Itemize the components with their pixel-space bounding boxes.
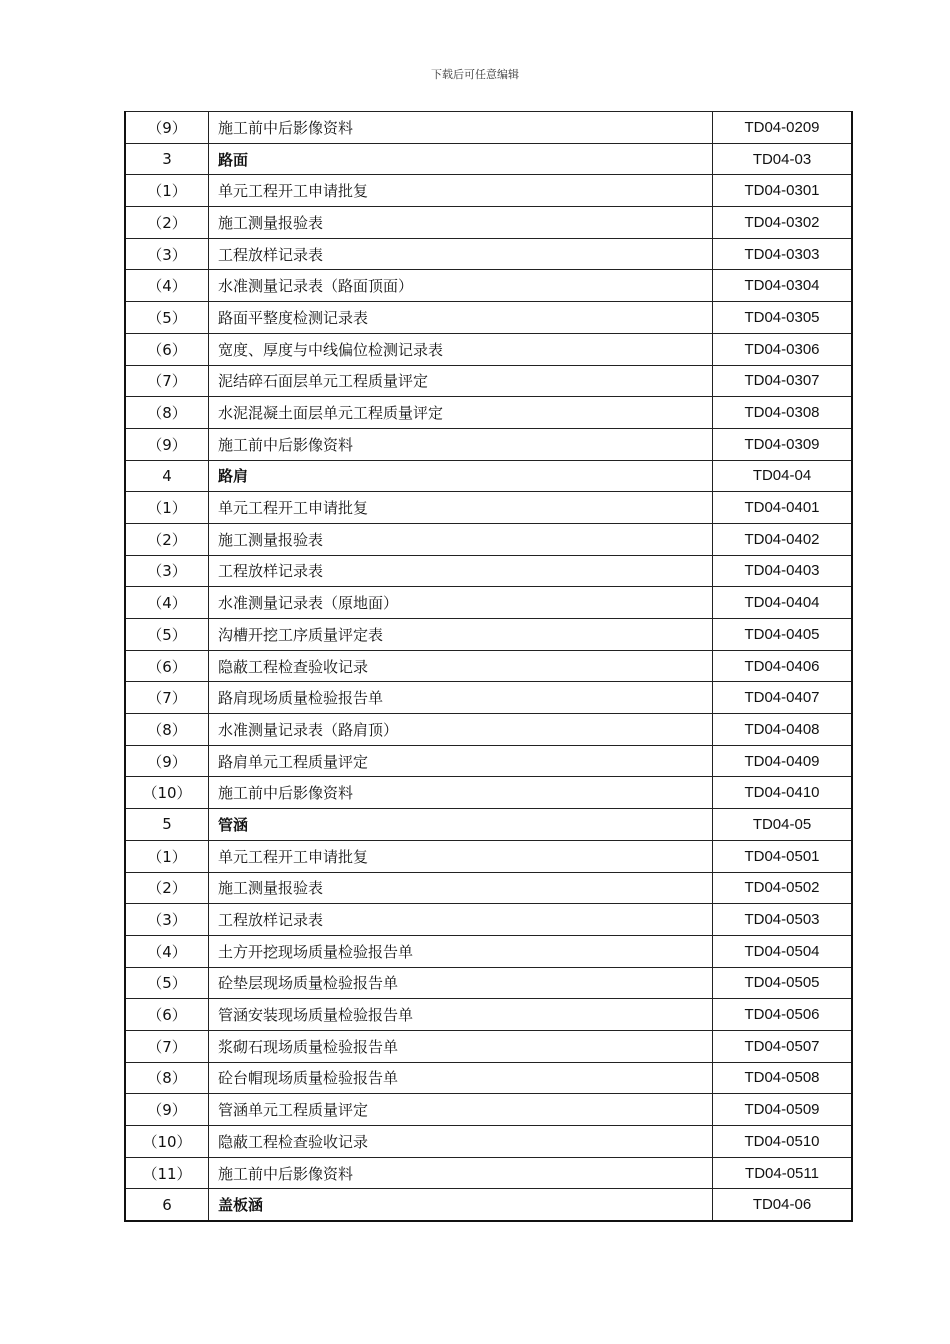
row-number: （5） [125, 302, 209, 334]
row-number: （6） [125, 650, 209, 682]
row-title: 施工前中后影像资料 [209, 428, 713, 460]
row-number: 6 [125, 1189, 209, 1221]
row-number: （5） [125, 967, 209, 999]
table-row [125, 175, 852, 207]
row-title: 单元工程开工申请批复 [209, 840, 713, 872]
row-title: 盖板涵 [209, 1189, 713, 1221]
table-row [125, 714, 852, 746]
table-row [125, 745, 852, 777]
row-code: TD04-0301 [713, 175, 853, 207]
row-number: （7） [125, 1030, 209, 1062]
row-number: （6） [125, 333, 209, 365]
table-row [125, 1126, 852, 1158]
row-code: TD04-0306 [713, 333, 853, 365]
table-row [125, 619, 852, 651]
table-row [125, 270, 852, 302]
row-code: TD04-0308 [713, 397, 853, 429]
row-code: TD04-0401 [713, 492, 853, 524]
row-title: 路面平整度检测记录表 [209, 302, 713, 334]
row-code: TD04-03 [713, 143, 853, 175]
table-row [125, 555, 852, 587]
table-row [125, 302, 852, 334]
row-title: 沟槽开挖工序质量评定表 [209, 619, 713, 651]
row-number: （9） [125, 745, 209, 777]
section-row [125, 1189, 852, 1221]
row-code: TD04-0507 [713, 1030, 853, 1062]
row-title: 单元工程开工申请批复 [209, 492, 713, 524]
row-title: 浆砌石现场质量检验报告单 [209, 1030, 713, 1062]
row-number: （6） [125, 999, 209, 1031]
row-code: TD04-0510 [713, 1126, 853, 1158]
table-row [125, 682, 852, 714]
row-number: （4） [125, 935, 209, 967]
row-title: 水泥混凝土面层单元工程质量评定 [209, 397, 713, 429]
section-row [125, 460, 852, 492]
row-code: TD04-0511 [713, 1157, 853, 1189]
row-code: TD04-0509 [713, 1094, 853, 1126]
row-number: 4 [125, 460, 209, 492]
row-number: （3） [125, 238, 209, 270]
table-row [125, 650, 852, 682]
row-number: （10） [125, 1126, 209, 1158]
row-code: TD04-0505 [713, 967, 853, 999]
table-row [125, 238, 852, 270]
document-index-table [124, 111, 853, 1222]
row-code: TD04-0503 [713, 904, 853, 936]
table-row [125, 587, 852, 619]
table-row [125, 1094, 852, 1126]
row-number: （7） [125, 682, 209, 714]
row-title: 水准测量记录表（路肩顶） [209, 714, 713, 746]
row-code: TD04-0402 [713, 523, 853, 555]
row-title: 施工测量报验表 [209, 872, 713, 904]
row-code: TD04-0406 [713, 650, 853, 682]
row-code: TD04-0506 [713, 999, 853, 1031]
row-number: （1） [125, 175, 209, 207]
table-row [125, 840, 852, 872]
row-title: 土方开挖现场质量检验报告单 [209, 935, 713, 967]
table-row [125, 523, 852, 555]
table-row [125, 112, 852, 144]
table-row [125, 777, 852, 809]
row-number: （11） [125, 1157, 209, 1189]
table-row [125, 492, 852, 524]
row-title: 施工前中后影像资料 [209, 112, 713, 144]
row-code: TD04-06 [713, 1189, 853, 1221]
row-title: 管涵 [209, 809, 713, 841]
row-number: （4） [125, 587, 209, 619]
row-code: TD04-0307 [713, 365, 853, 397]
row-code: TD04-0209 [713, 112, 853, 144]
row-code: TD04-0305 [713, 302, 853, 334]
row-number: （2） [125, 207, 209, 239]
row-code: TD04-0501 [713, 840, 853, 872]
table-row [125, 999, 852, 1031]
table-row [125, 365, 852, 397]
table-row [125, 207, 852, 239]
row-number: （4） [125, 270, 209, 302]
row-title: 施工测量报验表 [209, 207, 713, 239]
table-row [125, 872, 852, 904]
page-header: 下载后可任意编辑 [431, 68, 519, 81]
row-title: 工程放样记录表 [209, 555, 713, 587]
table-row [125, 397, 852, 429]
row-number: （8） [125, 397, 209, 429]
row-code: TD04-0405 [713, 619, 853, 651]
row-title: 单元工程开工申请批复 [209, 175, 713, 207]
row-title: 路肩单元工程质量评定 [209, 745, 713, 777]
table-row [125, 333, 852, 365]
table-row [125, 1030, 852, 1062]
row-title: 宽度、厚度与中线偏位检测记录表 [209, 333, 713, 365]
section-row [125, 809, 852, 841]
row-code: TD04-05 [713, 809, 853, 841]
row-code: TD04-0302 [713, 207, 853, 239]
table-row [125, 904, 852, 936]
row-number: （8） [125, 1062, 209, 1094]
row-title: 施工前中后影像资料 [209, 1157, 713, 1189]
table-row [125, 935, 852, 967]
row-number: （9） [125, 112, 209, 144]
row-title: 工程放样记录表 [209, 904, 713, 936]
row-title: 隐蔽工程检查验收记录 [209, 650, 713, 682]
row-number: （9） [125, 428, 209, 460]
row-title: 路肩 [209, 460, 713, 492]
row-title: 泥结碎石面层单元工程质量评定 [209, 365, 713, 397]
row-number: 3 [125, 143, 209, 175]
row-number: （7） [125, 365, 209, 397]
table-row [125, 428, 852, 460]
row-code: TD04-0407 [713, 682, 853, 714]
section-row [125, 143, 852, 175]
row-code: TD04-0408 [713, 714, 853, 746]
table-row [125, 1157, 852, 1189]
row-title: 水准测量记录表（原地面） [209, 587, 713, 619]
row-number: （2） [125, 523, 209, 555]
row-title: 路肩现场质量检验报告单 [209, 682, 713, 714]
row-number: （3） [125, 904, 209, 936]
table-row [125, 967, 852, 999]
table-row [125, 1062, 852, 1094]
row-code: TD04-0403 [713, 555, 853, 587]
row-number: （5） [125, 619, 209, 651]
row-code: TD04-0502 [713, 872, 853, 904]
row-code: TD04-04 [713, 460, 853, 492]
table-body [125, 112, 852, 1222]
row-number: （8） [125, 714, 209, 746]
row-title: 砼台帽现场质量检验报告单 [209, 1062, 713, 1094]
row-number: （9） [125, 1094, 209, 1126]
row-code: TD04-0409 [713, 745, 853, 777]
row-number: （1） [125, 492, 209, 524]
row-number: （10） [125, 777, 209, 809]
row-code: TD04-0508 [713, 1062, 853, 1094]
row-code: TD04-0404 [713, 587, 853, 619]
row-number: （3） [125, 555, 209, 587]
row-code: TD04-0410 [713, 777, 853, 809]
row-number: 5 [125, 809, 209, 841]
row-title: 工程放样记录表 [209, 238, 713, 270]
row-title: 砼垫层现场质量检验报告单 [209, 967, 713, 999]
row-code: TD04-0309 [713, 428, 853, 460]
row-title: 管涵安装现场质量检验报告单 [209, 999, 713, 1031]
row-code: TD04-0304 [713, 270, 853, 302]
row-title: 施工测量报验表 [209, 523, 713, 555]
row-title: 水准测量记录表（路面顶面） [209, 270, 713, 302]
row-number: （2） [125, 872, 209, 904]
row-title: 施工前中后影像资料 [209, 777, 713, 809]
row-title: 路面 [209, 143, 713, 175]
row-number: （1） [125, 840, 209, 872]
row-code: TD04-0303 [713, 238, 853, 270]
row-title: 隐蔽工程检查验收记录 [209, 1126, 713, 1158]
row-title: 管涵单元工程质量评定 [209, 1094, 713, 1126]
row-code: TD04-0504 [713, 935, 853, 967]
